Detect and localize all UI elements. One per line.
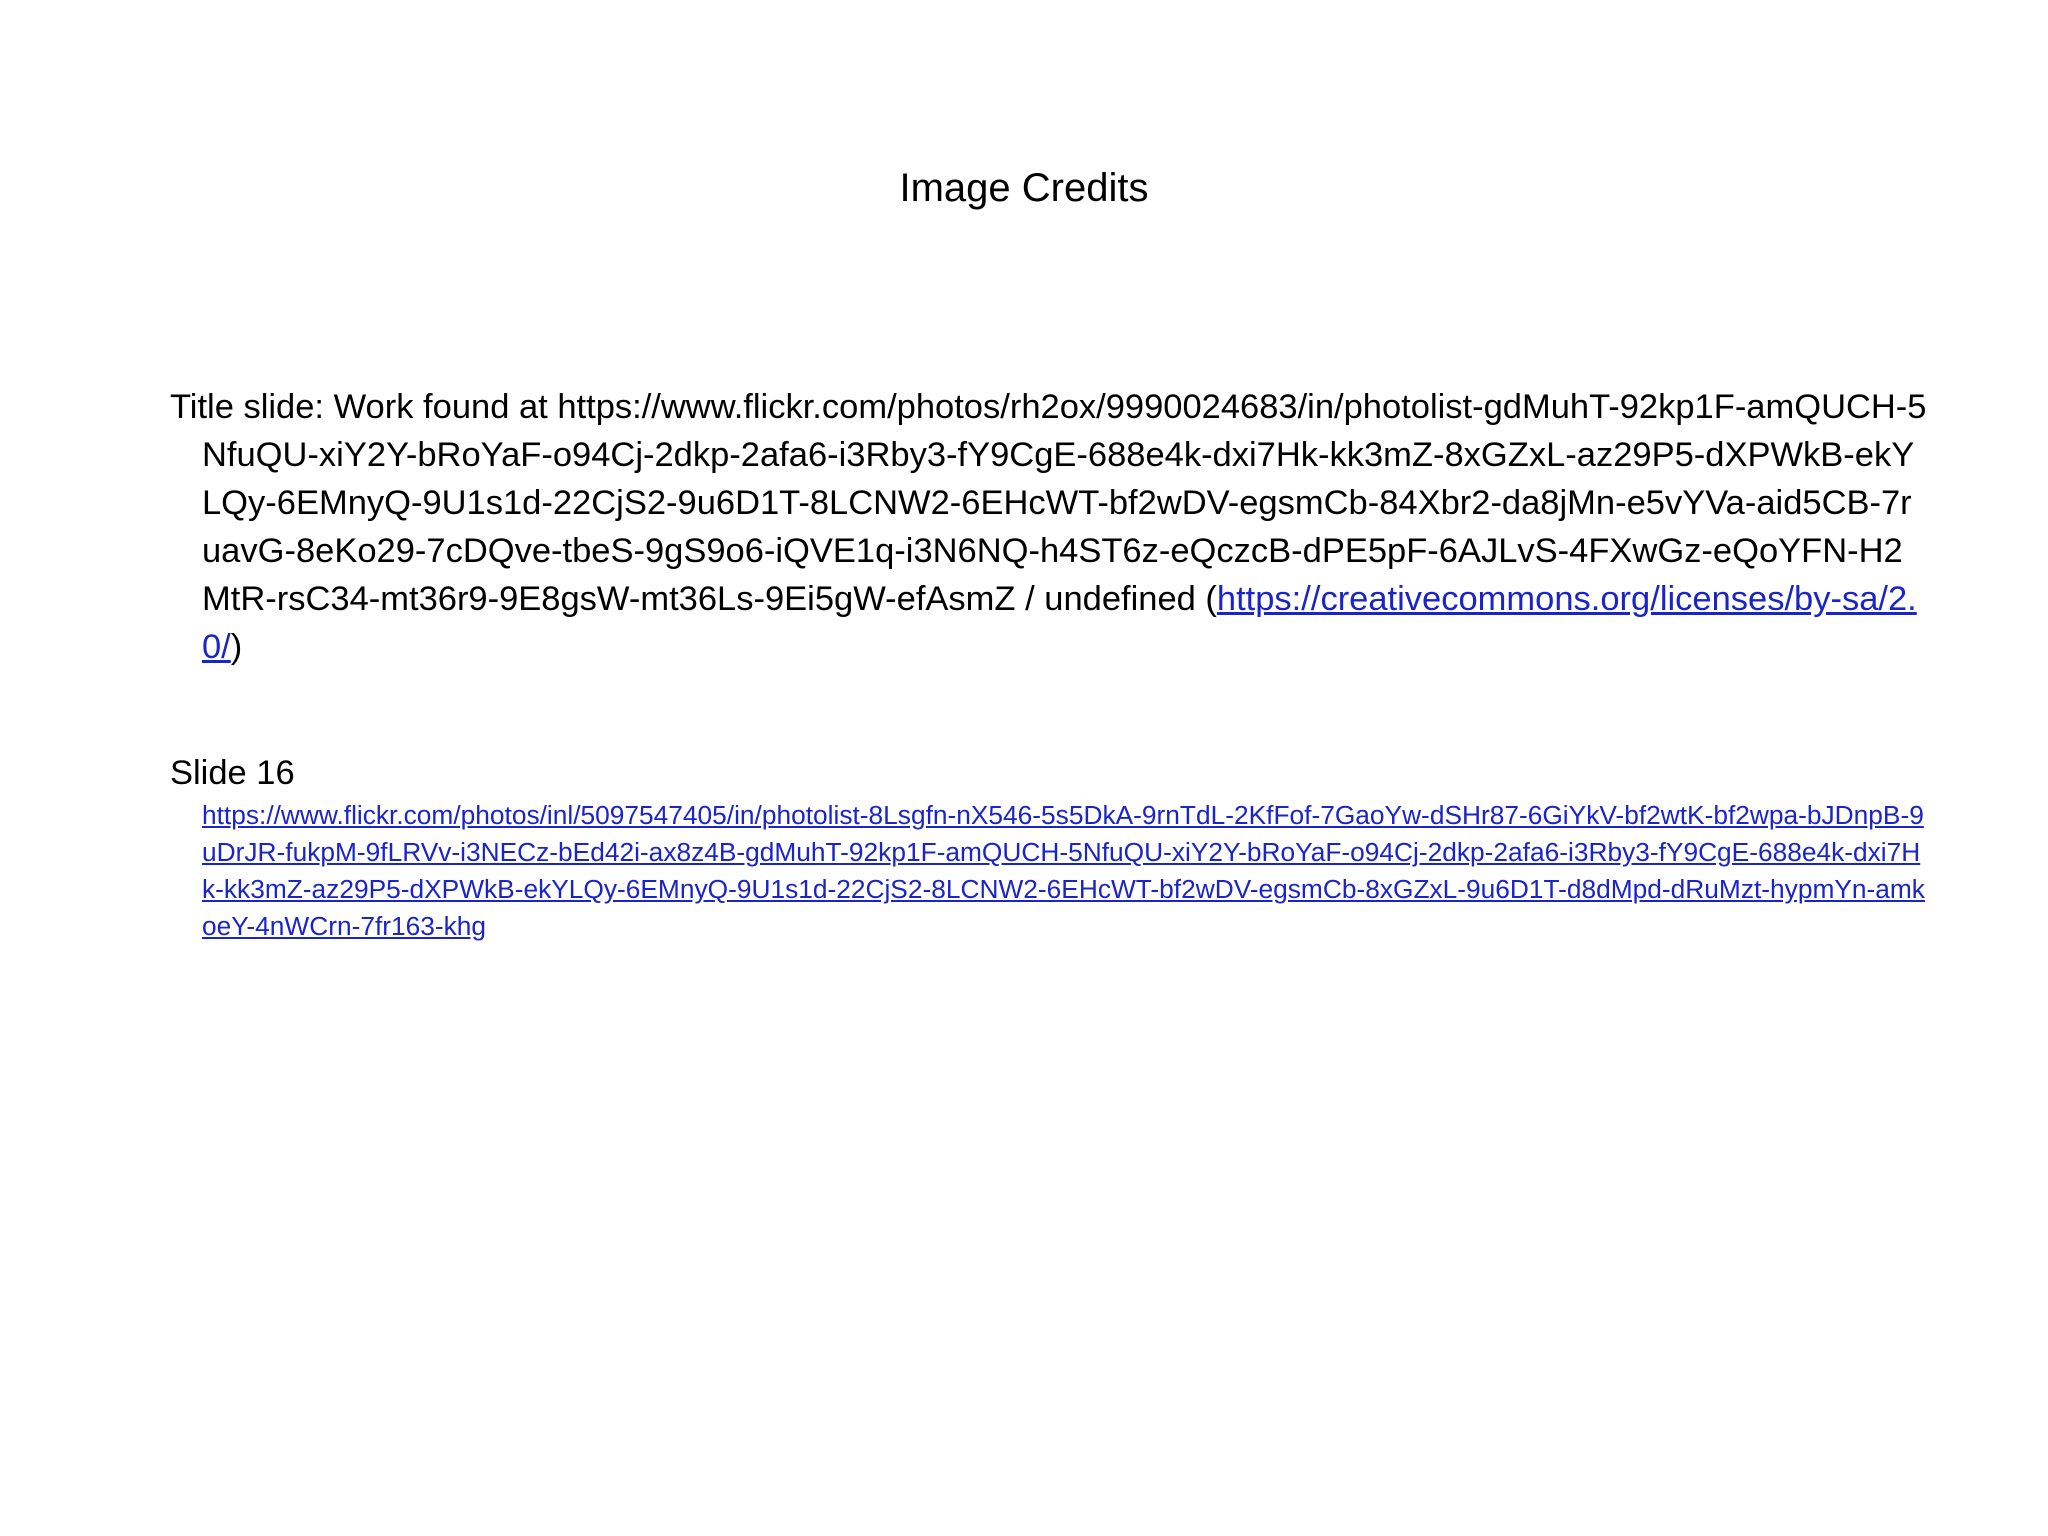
license-link[interactable]: https://creativecommons.org/licenses/by-sa/2.0/ [202,580,1917,666]
credits-list [170,383,1930,945]
credit-slide-16 [170,749,1930,945]
credit-title-slide [170,383,1930,671]
flickr-source-link[interactable]: https://www.flickr.com/photos/inl/5097547405/in/photolist-8Lsgfn-nX546-5s5DkA-9rnTdL-2KfFof-7GaoYw-dSHr87-6GiYkV-bf2wtK-bf2wpa-bJDnpB-9uDrJR-fukpM-9fLRVv-i3NECz-bEd42i-ax8z4B-gdMuhT-92kp1F-amQUCH-5NfuQU-xiY2Y-bRoYaF-o94Cj-2dkp-2afa6-i3Rby3-fY9CgE-688e4k-dxi7Hk-kk3mZ-az29P5-dXPWkB-ekYLQy-6EMnyQ-9U1s1d-22CjS2-8LCNW2-6EHcWT-bf2wDV-egsmCb-8xGZxL-9u6D1T-d8dMpd-dRuMzt-hypmYn-amkoeY-4nWCrn-7fr163-khg [202,800,1925,941]
credit-slide-16-link-wrap [170,797,1930,945]
credit-title-slide-suffix: ) [230,628,243,666]
credit-slide-16-heading: Slide 16 [170,754,295,792]
credit-title-slide-text: Title slide: Work found at https://www.flickr.com/photos/rh2ox/9990024683/in/photolist-gdMuhT-92kp1F-amQUCH-5NfuQU-xiY2Y-bRoYaF-o94Cj-2dkp-2afa6-i3Rby3-fY9CgE-688e4k-dxi7Hk-kk3mZ-8xGZxL-az29P5-dXPWkB-ekYLQy-6EMnyQ-9U1s1d-22CjS2-9u6D1T-8LCNW2-6EHcWT-bf2wDV-egsmCb-84Xbr2-da8jMn-e5vYVa-aid5CB-7ruavG-8eKo29-7cDQve-tbeS-9gS9o6-iQVE1q-i3N6NQ-h4ST6z-eQczcB-dPE5pF-6AJLvS-4FXwGz-eQoYFN-H2MtR-rsC34-mt36r9-9E8gsW-mt36Ls-9Ei5gW-efAsmZ / undefined ( [170,388,1927,618]
slide-title: Image Credits [899,166,1149,210]
